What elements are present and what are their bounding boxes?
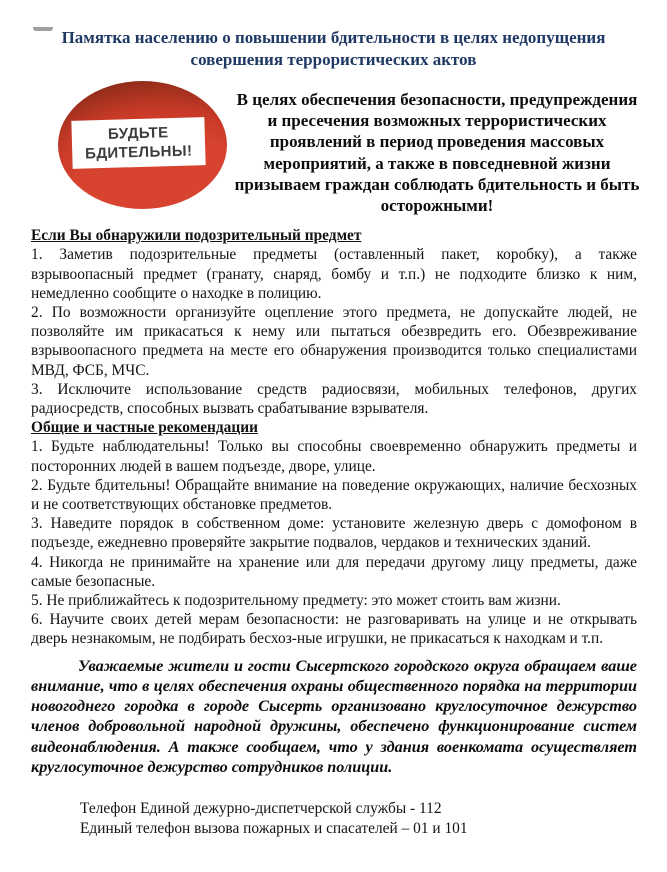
section2-item-6: 6. Научите своих детей мерам безопасности: не разговаривать на улице и не открывать дверь незнакомым, не подбирать бесхоз-ные игрушки, не прикасаться к находкам и т.п.	[31, 611, 637, 648]
phone-line-dispatch: Телефон Единой дежурно-диспетчерской службы - 112	[80, 799, 442, 817]
section1-item-2: 2. По возможности организуйте оцепление этого предмета, не допускайте людей, не позволяйте им прикасаться к нему или пытаться обезвредить его. Обезвреживание взрывоопасного предмета на месте его обнаружения производится только специалистами МВД, ФСБ, МЧС.	[31, 304, 637, 379]
intro-text: В целях обеспечения безопасности, предупреждения и пресечения возможных террористических проявлений в период проведения массовых мероприятий, а также в повседневной жизни призываем граждан соблюдать бдительность и быть осторожными!	[234, 90, 640, 216]
vigilance-badge-label	[71, 117, 205, 169]
intro-row	[0, 79, 667, 216]
phone-line-fire-rescue: Единый телефон вызова пожарных и спасателей – 01 и 101	[80, 819, 468, 837]
badge-text-line1: БУДЬТЕ	[107, 124, 169, 143]
section1-item-3: 3. Исключите использование средств радиосвязи, мобильных телефонов, других радиосредств, способных вызвать срабатывание взрывателя.	[31, 380, 637, 418]
page-title: Памятка населению о повышении бдительности в целях недопущения совершения террористических актов	[61, 28, 606, 69]
section2-item-5: 5. Не приближайтесь к подозрительному предмету: это может стоить вам жизни.	[31, 592, 561, 610]
residents-notice: Уважаемые жители и гости Сысертского городского округа обращаем ваше внимание, что в целях обеспечения охраны общественного порядка на территории новогоднего городка в городе Сысерть организовано круглосуточное дежурство членов добровольной народной дружины, обеспечено функционирование систем видеонаблюдения. А также сообщаем, что у здания военкомата осуществляет круглосуточное дежурство сотрудников полиции.	[31, 656, 637, 776]
document-body	[31, 226, 637, 648]
vigilance-badge-image	[58, 81, 227, 209]
top-edge-artifact	[33, 27, 53, 31]
memo-page	[0, 27, 667, 872]
section2-item-4: 4. Никогда не принимайте на хранение или для передачи другому лицу предметы, даже самые безопасные.	[31, 553, 637, 590]
section-heading-recommendations: Общие и частные рекомендации	[31, 419, 258, 437]
section1-item-1: 1. Заметив подозрительные предметы (оставленный пакет, коробку), а также взрывоопасный предмет (гранату, снаряд, бомбу и т.п.) не подходите близко к ним, немедленно сообщите о находке в полицию.	[31, 246, 637, 302]
section-heading-suspicious-object: Если Вы обнаружили подозрительный предмет	[31, 227, 362, 245]
section2-item-3: 3. Наведите порядок в собственном доме: установите железную дверь с домофоном в подъезде, ежедневно проверяйте закрытие подвалов, чердаков и технических зданий.	[31, 515, 637, 552]
section2-item-2: 2. Будьте бдительны! Обращайте внимание на поведение окружающих, наличие бесхозных и не соответствующих обстановке предметов.	[31, 476, 637, 514]
emergency-phones	[31, 799, 637, 839]
section2-item-1: 1. Будьте наблюдательны! Только вы способны своевременно обнаружить предметы и посторонних людей в вашем подъезде, дворе, улице.	[31, 438, 637, 475]
badge-text-line2: БДИТЕЛЬНЫ!	[84, 142, 193, 163]
